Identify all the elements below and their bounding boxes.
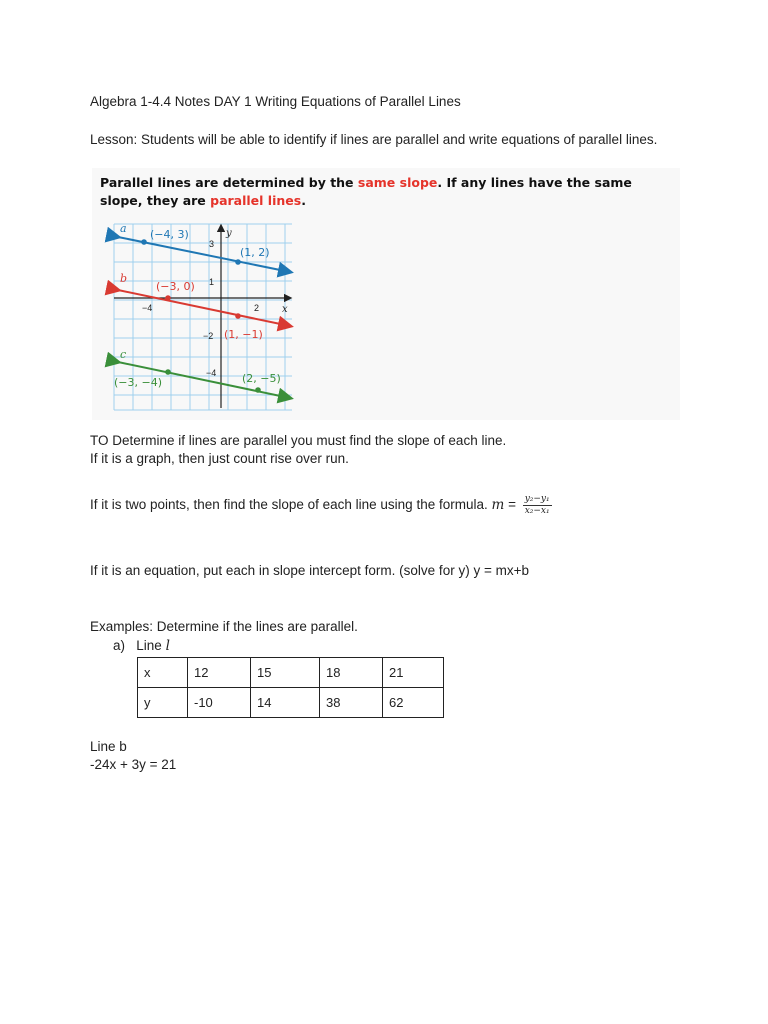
point-b1	[165, 295, 171, 301]
coordinate-graph	[92, 168, 680, 420]
line-b-equation: -24x + 3y = 21	[90, 757, 177, 772]
table-cell: -10	[188, 688, 251, 718]
line-c-name: c	[120, 348, 127, 361]
point-c1-label: (−3, −4)	[114, 376, 163, 389]
y-axis-label: y	[226, 228, 232, 239]
point-a1	[141, 239, 147, 245]
parallel-lines-figure	[92, 168, 680, 420]
tick-label: 1	[209, 277, 215, 287]
para-determine-parallel: TO Determine if lines are parallel you must find the slope of each line.	[90, 433, 507, 448]
example-a-line-var: l	[165, 638, 170, 654]
point-a2	[235, 259, 241, 265]
point-c1	[165, 369, 171, 375]
table-cell: 21	[383, 658, 444, 688]
tick-label: −4	[206, 368, 217, 378]
caption-text-2: . If any lines have the same slope, they are	[100, 175, 632, 208]
formula-m: m	[491, 497, 505, 513]
table-cell: 62	[383, 688, 444, 718]
point-a1-label: (−4, 3)	[150, 228, 189, 241]
line-a-name: a	[120, 222, 127, 235]
para-equation: If it is an equation, put each in slope intercept form. (solve for y) y = mx+b	[90, 563, 529, 578]
caption-highlight-same-slope: same slope	[357, 175, 438, 190]
example-a-marker: a)	[113, 638, 126, 653]
point-b2-label: (1, −1)	[224, 328, 263, 341]
point-a2-label: (1, 2)	[240, 246, 270, 259]
table-cell: 38	[320, 688, 383, 718]
table-row	[138, 658, 444, 688]
point-b2	[235, 313, 241, 319]
line-b-title: Line b	[90, 739, 127, 754]
slope-denominator: x₂−x₁	[524, 505, 550, 516]
lesson-objective: Lesson: Students will be able to identify if lines are parallel and write equations of parallel lines.	[90, 132, 658, 147]
caption-text-1: Parallel lines are determined by the	[100, 175, 358, 190]
para-two-points	[90, 490, 552, 520]
tick-label: −4	[142, 303, 153, 313]
formula-equals: =	[504, 497, 520, 512]
examples-heading: Examples: Determine if the lines are parallel.	[90, 619, 358, 634]
point-c2-label: (2, −5)	[242, 372, 281, 385]
table-cell: 14	[251, 688, 320, 718]
table-cell: 18	[320, 658, 383, 688]
table-cell: x	[138, 658, 188, 688]
table-cell: y	[138, 688, 188, 718]
x-axis-label: x	[282, 304, 288, 315]
caption-text-3: .	[301, 193, 306, 208]
table-row	[138, 688, 444, 718]
example-a-label	[113, 637, 170, 655]
tick-label: −2	[203, 331, 214, 341]
table-cell: 15	[251, 658, 320, 688]
line-b-name: b	[120, 272, 128, 285]
point-c2	[255, 387, 261, 393]
para-graph-rise-run: If it is a graph, then just count rise over run.	[90, 451, 349, 466]
caption-highlight-parallel-lines: parallel lines	[210, 193, 302, 208]
slope-numerator: y₂−y₁	[524, 493, 550, 504]
example-a-line-text: Line	[136, 638, 166, 653]
line-l-table	[137, 657, 444, 718]
tick-label: 2	[254, 303, 260, 313]
page-title: Algebra 1-4.4 Notes DAY 1 Writing Equations of Parallel Lines	[90, 94, 461, 109]
tick-label: 3	[209, 239, 215, 249]
point-b1-label: (−3, 0)	[156, 280, 195, 293]
para-two-points-text: If it is two points, then find the slope of each line using the formula.	[90, 497, 488, 512]
slope-formula	[523, 494, 552, 517]
table-cell: 12	[188, 658, 251, 688]
